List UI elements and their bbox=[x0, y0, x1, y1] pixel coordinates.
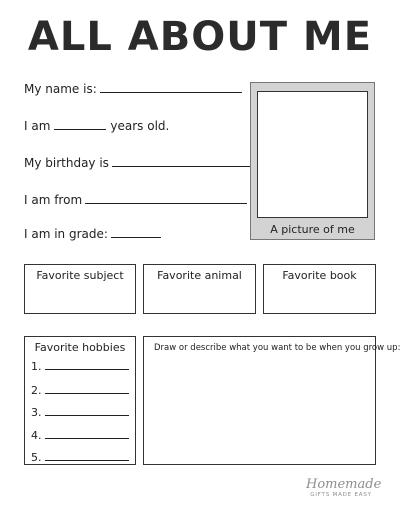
hobby-number: 1. bbox=[31, 360, 42, 373]
grade-blank[interactable] bbox=[111, 225, 161, 238]
from-label: I am from bbox=[24, 193, 83, 207]
favorite-subject-box[interactable] bbox=[24, 264, 136, 314]
grade-label: I am in grade: bbox=[24, 227, 108, 241]
logo-script: Homemade bbox=[306, 477, 382, 492]
birthday-label: My birthday is bbox=[24, 156, 109, 170]
favorite-animal-label: Favorite animal bbox=[157, 269, 242, 282]
favorite-book-box[interactable] bbox=[263, 264, 376, 314]
favorite-hobbies-label: Favorite hobbies bbox=[34, 341, 126, 354]
hobby-blank[interactable] bbox=[45, 359, 129, 370]
from-row bbox=[24, 191, 247, 209]
photo-caption: A picture of me bbox=[270, 223, 355, 236]
page-title: ALL ABOUT ME bbox=[27, 14, 373, 60]
hobby-item bbox=[31, 359, 129, 373]
photo-panel bbox=[250, 82, 375, 240]
hobby-item bbox=[31, 450, 129, 464]
hobby-blank[interactable] bbox=[45, 428, 129, 439]
birthday-blank[interactable] bbox=[112, 154, 252, 167]
hobby-number: 2. bbox=[31, 384, 42, 397]
favorite-animal-box[interactable] bbox=[143, 264, 256, 314]
favorite-hobbies-box bbox=[24, 336, 136, 465]
favorite-subject-label: Favorite subject bbox=[36, 269, 124, 282]
favorite-book-label: Favorite book bbox=[282, 269, 357, 282]
grade-row bbox=[24, 225, 161, 243]
hobby-blank[interactable] bbox=[45, 405, 129, 416]
age-prefix: I am bbox=[24, 119, 51, 133]
photo-frame[interactable] bbox=[257, 91, 368, 218]
hobby-blank[interactable] bbox=[45, 450, 129, 461]
draw-area[interactable] bbox=[143, 336, 400, 465]
age-blank[interactable] bbox=[54, 117, 106, 130]
hobby-number: 3. bbox=[31, 406, 42, 419]
from-blank[interactable] bbox=[85, 191, 247, 204]
homemade-logo bbox=[306, 477, 382, 499]
age-row bbox=[24, 117, 169, 135]
logo-subtitle: GIFTS MADE EASY bbox=[310, 492, 372, 498]
name-label: My name is: bbox=[24, 82, 97, 96]
name-row bbox=[24, 80, 242, 98]
birthday-row bbox=[24, 154, 252, 172]
hobby-blank[interactable] bbox=[45, 383, 129, 394]
age-suffix: years old. bbox=[110, 119, 170, 133]
hobby-item bbox=[31, 428, 129, 442]
draw-prompt: Draw or describe what you want to be when you grow up: bbox=[154, 343, 400, 353]
hobby-number: 4. bbox=[31, 429, 42, 442]
hobby-number: 5. bbox=[31, 451, 42, 464]
name-blank[interactable] bbox=[100, 80, 242, 93]
hobby-item bbox=[31, 405, 129, 419]
hobby-item bbox=[31, 383, 129, 397]
